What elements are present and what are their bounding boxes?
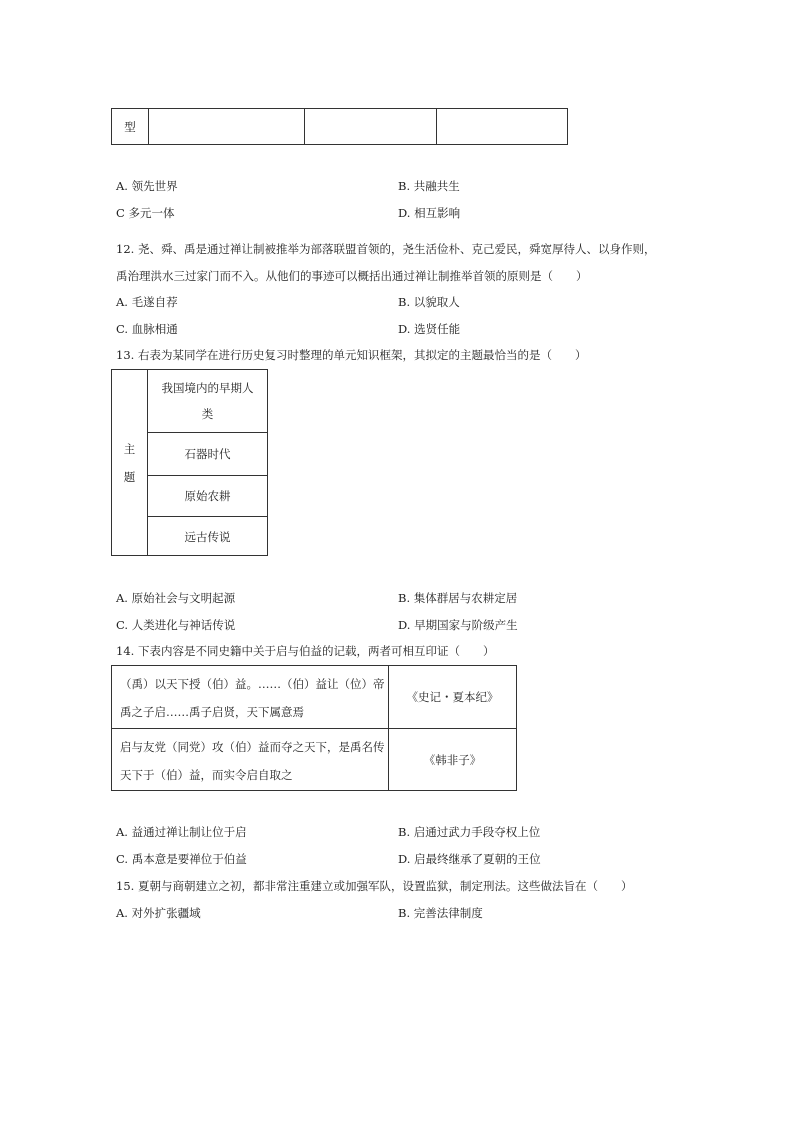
q13-table-row [148, 370, 267, 432]
q15-option-a: A. 对外扩张疆域 [116, 906, 201, 920]
row-text: 我国境内的早期人类 [161, 381, 254, 421]
q11-option-a: A. 领先世界 [116, 179, 178, 193]
q11-option-b: B. 共融共生 [398, 179, 460, 193]
q12-option-d: D. 选贤任能 [398, 322, 461, 336]
q12-stem-line2: 禹治理洪水三过家门而不入。从他们的事迹可以概括出通过禅让制推举首领的原则是（ ） [116, 269, 588, 283]
q14-row2-text: 启与友党（同党）攻（伯）益而夺之天下，是禹名传天下于（伯）益，而实令启自取之 [120, 740, 385, 782]
q11-option-d: D. 相互影响 [398, 206, 461, 220]
q12-option-c: C. 血脉相通 [116, 322, 178, 336]
q12-stem-line1: 12. 尧、舜、禹是通过禅让制被推举为部落联盟首领的，尧生活俭朴、克己爱民，舜宽厚待人、以身作则， [116, 242, 656, 256]
q14-option-d: D. 启最终继承了夏朝的王位 [398, 852, 541, 866]
q11-option-c: C 多元一体 [116, 206, 175, 220]
header-char: 题 [123, 469, 136, 484]
header-char: 主 [123, 441, 136, 456]
q12-option-a: A. 毛遂自荐 [116, 295, 178, 309]
q13-option-a: A. 原始社会与文明起源 [116, 591, 236, 605]
q14-row1-text: （禹）以天下授（伯）益。……（伯）益让（位）帝禹之子启……禹子启贤，天下属意焉 [120, 677, 385, 719]
q13-option-c: C. 人类进化与神话传说 [116, 618, 236, 632]
q13-option-b: B. 集体群居与农耕定居 [398, 591, 518, 605]
q14-option-a: A. 益通过禅让制让位于启 [116, 825, 247, 839]
q13-table-row: 原始农耕 [184, 489, 231, 503]
q13-table-header [112, 370, 147, 555]
q14-option-b: B. 启通过武力手段夺权上位 [398, 825, 541, 839]
q13-table [111, 369, 268, 556]
q13-option-d: D. 早期国家与阶级产生 [398, 618, 518, 632]
q14-row2-source: 《韩非子》 [423, 753, 482, 767]
table-divider [388, 666, 389, 790]
q15-option-b: B. 完善法律制度 [398, 906, 483, 920]
q15-stem: 15. 夏朝与商朝建立之初，都非常注重建立或加强军队，设置监狱，制定刑法。这些做法旨在（ ） [116, 879, 633, 893]
q13-table-row: 远古传说 [184, 529, 231, 544]
q13-table-row: 石器时代 [184, 447, 231, 461]
q14-row1-source: 《史记・夏本纪》 [406, 690, 499, 704]
table-divider [148, 109, 149, 144]
q14-table [111, 665, 517, 791]
q12-option-b: B. 以貌取人 [398, 295, 460, 309]
q14-option-c: C. 禹本意是要禅位于伯益 [116, 852, 247, 866]
q14-stem: 14. 下表内容是不同史籍中关于启与伯益的记载，两者可相互印证（ ） [116, 644, 495, 658]
table-divider [304, 109, 305, 144]
table-cell: 型 [124, 119, 136, 134]
q13-stem: 13. 右表为某同学在进行历史复习时整理的单元知识框架，其拟定的主题最恰当的是（ ） [116, 348, 587, 362]
table-divider [436, 109, 437, 144]
top-table-fragment [111, 108, 568, 145]
